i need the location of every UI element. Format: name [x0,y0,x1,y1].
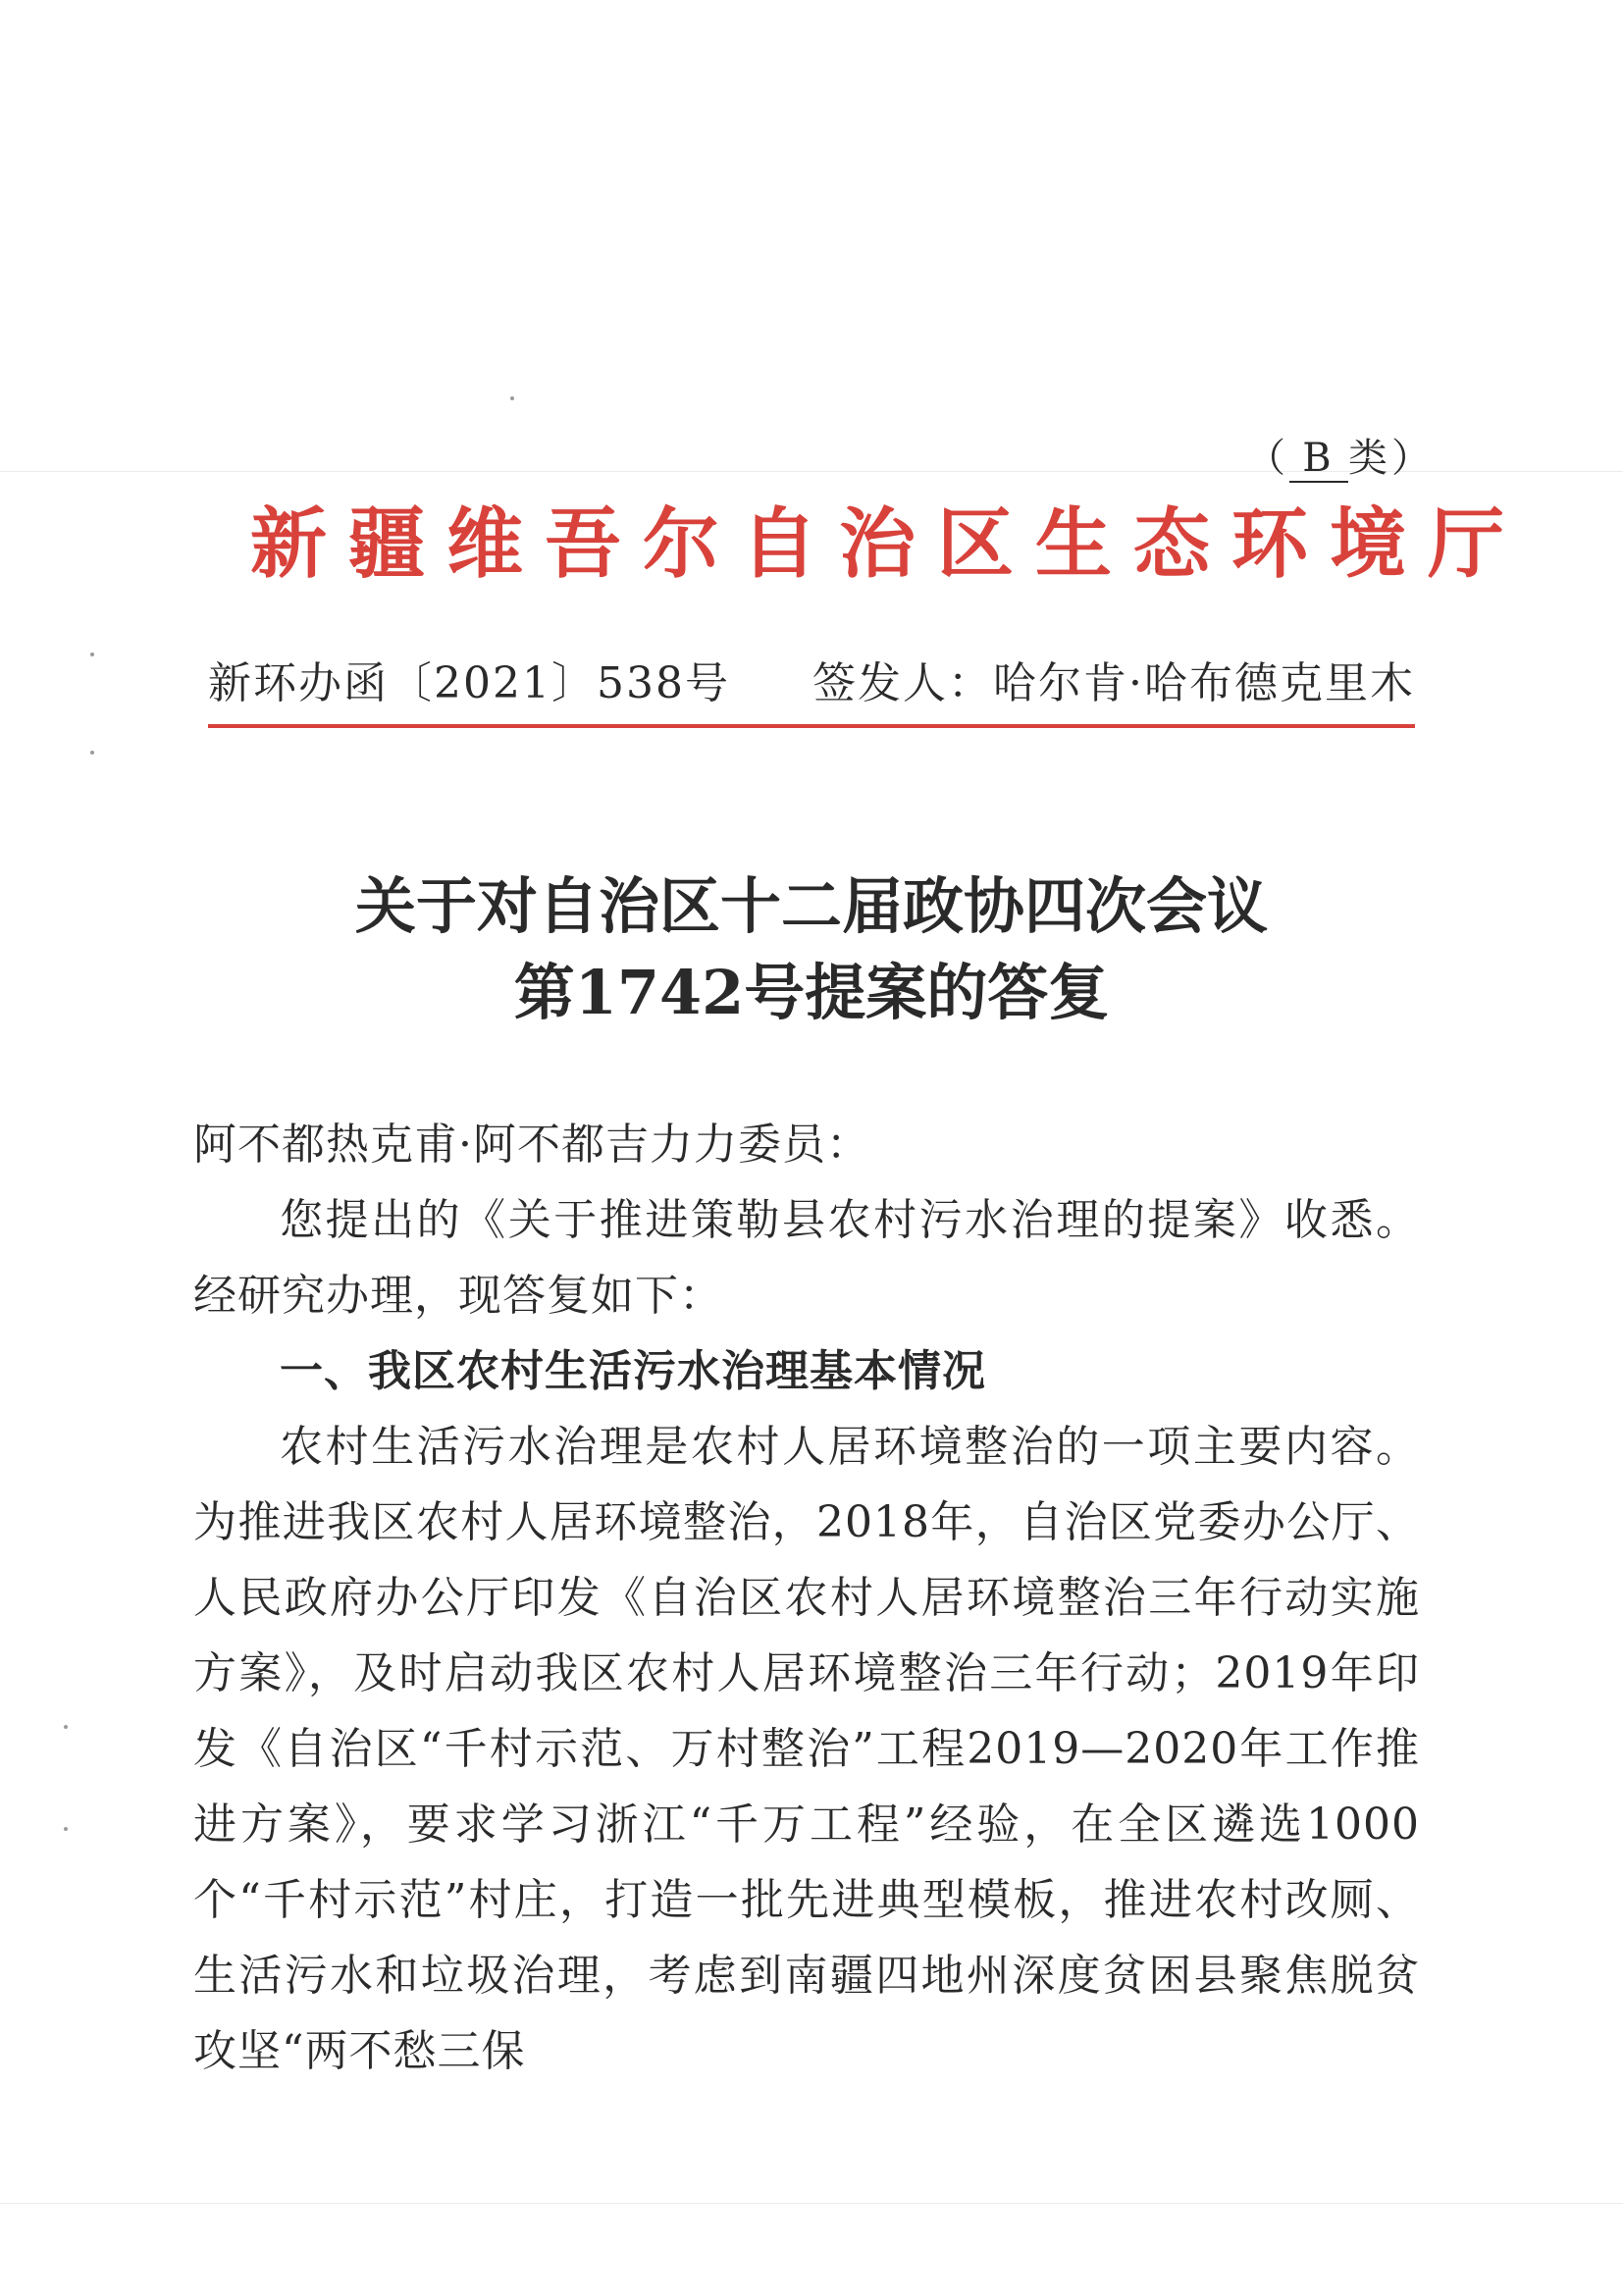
scan-artifact-dot [90,751,94,755]
scan-artifact-dot [64,1827,68,1831]
document-meta-row [208,648,1415,706]
scan-artifact-dot [90,652,94,656]
document-category [1246,427,1435,483]
red-header-rule [208,724,1415,728]
document-title-line-1: 关于对自治区十二届政协四次会议 [354,870,1268,942]
intro-paragraph: 您提出的《关于推进策勒县农村污水治理的提案》收悉。经研究办理，现答复如下： [193,1195,1420,1321]
salutation: 阿不都热克甫·阿不都吉力力委员： [193,1120,870,1170]
document-number: 新环办函〔2021〕538号 [208,658,730,708]
scan-artifact-line [0,2203,1623,2204]
document-body [193,1107,1420,2089]
document-title [245,863,1378,1036]
signer: 签发人：哈尔肯·哈布德克里木 [812,658,1415,708]
section-heading-1: 一、我区农村生活污水治理基本情况 [280,1346,986,1396]
issuing-organization: 新疆维吾尔自治区生态环境厅 [250,500,1527,589]
scan-artifact-dot [64,1725,68,1729]
section-1-paragraph: 农村生活污水治理是农村人居环境整治的一项主要内容。为推进我区农村人居环境整治，2018年，自治区党委办公厅、人民政府办公厅印发《自治区农村人居环境整治三年行动实施方案》，及时启动我区农村人居环境整治三年行动；2019年印发《自治区“千村示范、万村整治”工程2019—2020年工作推进方案》，要求学习浙江“千万工程”经验，在全区遴选1000个“千村示范”村庄，打造一批先进典型模板，推进农村改厕、生活污水和垃圾治理，考虑到南疆四地州深度贫困县聚焦脱贫攻坚“两不愁三保 [193,1422,1420,2076]
category-code: B [1289,436,1348,483]
category-label: 类） [1348,436,1435,481]
scan-artifact-dot [510,396,514,400]
category-open: （ [1246,436,1289,481]
document-title-line-2: 第1742号提案的答复 [513,957,1110,1028]
